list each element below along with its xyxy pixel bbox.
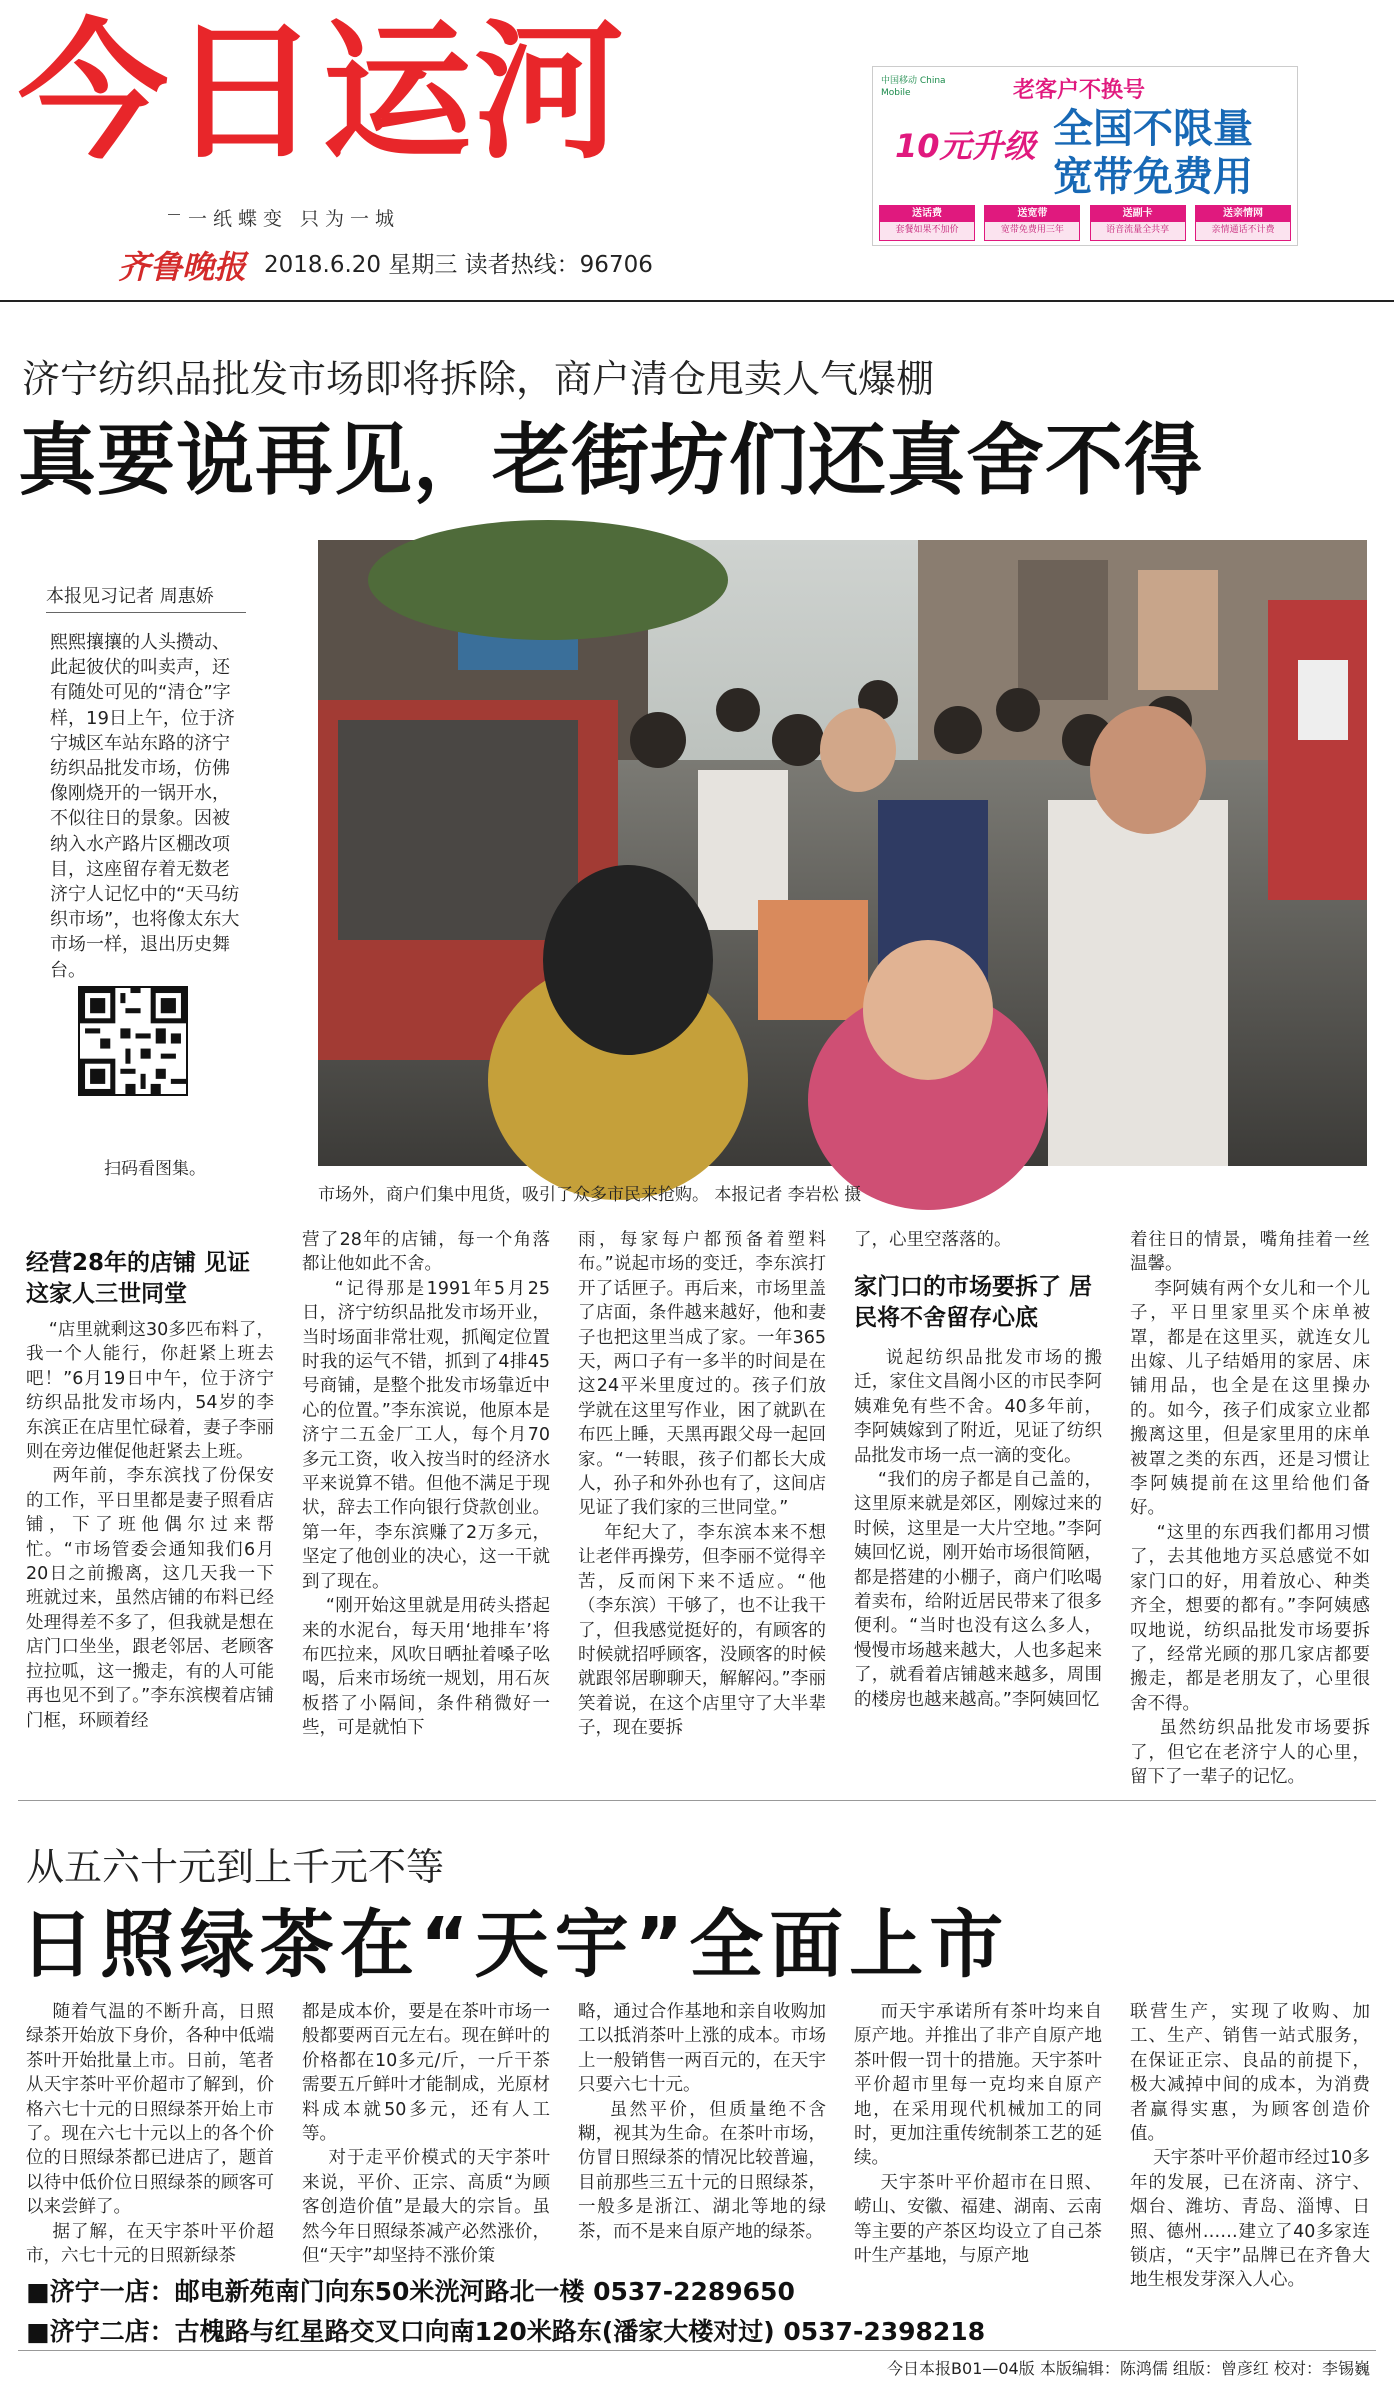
slogan-divider-left: [168, 214, 180, 215]
qr-code-icon: [80, 988, 186, 1094]
story1-col2-text: 营了28年的店铺，每一个角落都让他如此不舍。 “记得那是1991年5月25日，济宁纺织品批发市场开业，当时场面非常壮观，抓阄定位置时我的运气不错，抓到了4排45号商铺，是整个批发市场靠近中心的位置。”李东滨说，他原本是济宁二五金厂工人，每个月70多元工资，收入按当时的经济水平来说算不错。但他不满足于现状，辞去工作向银行贷款创业。第一年，李东滨赚了2万多元，坚定了他创业的决心，这一干就到了现在。 “刚开始这里就是用砖头搭起来的水泥台，每天用‘地排车’将布匹拉来，风吹日晒扯着嗓子吆喝，后来市场统一规划，用石灰板搭了小隔间，条件稍微好一些，可是就怕下: [302, 1230, 550, 1739]
story1-col4-text-top: 了，心里空落落的。: [854, 1230, 1012, 1250]
dateline: 2018.6.20 星期三 读者热线：96706: [264, 252, 653, 278]
story1-headline: 真要说再见，老街坊们还真舍不得: [18, 416, 1204, 506]
market-photo: [318, 540, 1367, 1166]
story1-col4-subhead: 家门口的市场要拆了 居民将不舍留存心底: [854, 1274, 1093, 1331]
story2-col5-text: 联营生产，实现了收购、加工、生产、销售一站式服务，在保证正宗、良品的前提下，极大减掉中间的成本，为消费者赢得实惠，为顾客创造价值。 天宇茶叶平价超市经过10多年的发展，已在济南、济宁、烟台、潍坊、青岛、淄博、日照、德州……建立了40多家连锁店，“天宇”品牌已在齐鲁大地生根发芽深入人心。: [1130, 2002, 1370, 2291]
story1-col3-text: 雨，每家每户都预备着塑料布。”说起市场的变迁，李东滨打开了话匣子。再后来，市场里盖了店面，条件越来越好，他和妻子也把这里当成了家。一年365天，两口子有一多半的时间是在这24平米里度过的。孩子们放学就在这里写作业，困了就趴在布匹上睡，天黑再跟父母一起回家。“一转眼，孩子们都长大成人，孙子和外孙也有了，这间店见证了我们家的三世同堂。” 年纪大了，李东滨本来不想让老伴再操劳，但李丽不觉得辛苦，反而闲下来不适应。“他（李东滨）干够了，也不让我干了，但我感觉挺好的，有顾客的时候就招呼顾客，没顾客的时候就跟邻居聊聊天，解解闷。”李丽笑着说，在这个店里守了大半辈子，现在要拆: [578, 1230, 826, 1739]
footer-rule: [18, 2350, 1376, 2351]
masthead-rule: [0, 300, 1394, 302]
ad-tags: [879, 205, 1291, 241]
qr-code[interactable]: [78, 986, 188, 1096]
story2-col1-text: 随着气温的不断升高，日照绿茶开始放下身价，各种中低端茶叶开始批量上市。日前，笔者从天宇茶叶平价超市了解到，价格六七十元的日照绿茶开始上市了。现在六七十元以上的各个价位的日照绿茶都已进店了，题首以待中低价位日照绿茶的顾客可以来尝鲜了。 据了解，在天宇茶叶平价超市，六七十元的日照新绿茶: [26, 2002, 274, 2267]
ad-banner[interactable]: [872, 66, 1298, 246]
story1-lead: 熙熙攘攘的人头攒动、此起彼伏的叫卖声，还有随处可见的“清仓”字样，19日上午，位于济宁城区车站东路的济宁纺织品批发市场，仿佛像刚烧开的一锅开水，不似往日的景象。因被纳入水产路片区棚改项目，这座留存着无数老济宁人记忆中的“天马纺织市场”，也将像太东大市场一样，退出历史舞台。: [50, 632, 240, 981]
story2-headline: 日照绿茶在“天宇”全面上市: [20, 1902, 1010, 1988]
ad-line2: 全国不限量: [1053, 106, 1253, 152]
story2-col3-text: 略，通过合作基地和亲自收购加工以抵消茶叶上涨的成本。市场上一般销售一两百元的，在天宇只要六七十元。 虽然平价，但质量绝不含糊，视其为生命。在茶叶市场，仿冒日照绿茶的情况比较普遍，目前那些三五十元的日照绿茶，一般多是浙江、湖北等地的绿茶，而不是来自原产地的绿茶。: [578, 2002, 826, 2242]
ad-tag: 送宽带 宽带免费用三年: [984, 205, 1080, 241]
story2-kicker: 从五六十元到上千元不等: [26, 1845, 445, 1889]
photo-caption: 市场外，商户们集中甩货，吸引了众多市民来抢购。 本报记者 李岩松 摄: [318, 1185, 862, 1205]
page-footer: 今日本报B01—04版 本版编辑：陈鸿儒 组版：曾彦红 校对：李锡巍: [887, 2359, 1370, 2378]
ad-line1: 老客户不换号: [1013, 78, 1146, 103]
masthead-slogan: 一纸蝶变 只为一城: [188, 208, 401, 230]
section-divider: [18, 1800, 1376, 1801]
qr-caption: 扫码看图集。: [104, 1159, 206, 1179]
paper-name: 齐鲁晚报: [118, 248, 247, 286]
ad-tag: 送话费 套餐如果不加价: [879, 205, 975, 241]
story1-col4-text: 说起纺织品批发市场的搬迁，家住文昌阁小区的市民李阿姨难免有些不舍。40多年前，李阿姨嫁到了附近，见证了纺织品批发市场一点一滴的变化。 “我们的房子都是自己盖的，这里原来就是郊区，刚嫁过来的时候，这里是一大片空地。”李阿姨回忆说，刚开始市场很简陋，都是搭建的小棚子，商户们吆喝着卖布，给附近居民带来了很多便利。“当时也没有这么多人，慢慢市场越来越大，人也多起来了，就看着店铺越来越多，周围的楼房也越来越高。”李阿姨回忆: [854, 1348, 1102, 1710]
ad-line3: 宽带免费用: [1053, 154, 1253, 200]
story2-col2-text: 都是成本价，要是在茶叶市场一般都要两百元左右。现在鲜叶的价格都在10多元/斤，一斤干茶需要五斤鲜叶才能制成，光原材料成本就50多元，还有人工等。 对于走平价模式的天宇茶叶来说，平价、正宗、高质“为顾客创造价值”是最大的宗旨。虽然今年日照绿茶减产必然涨价，但“天宇”却坚持不涨价策: [302, 2002, 550, 2267]
ad-tag: 送副卡 语音流量全共享: [1090, 205, 1186, 241]
ad-upgrade-badge: 10元升级: [895, 127, 1036, 165]
story1-col5-text: 着往日的情景，嘴角挂着一丝温馨。 李阿姨有两个女儿和一个儿子，平日里家里买个床单被罩，都是在这里买，就连女儿出嫁、儿子结婚用的家居、床铺用品，也全是在这里操办的。如今，孩子们成家立业都搬离这里，但是家里用的床单被罩之类的东西，还是习惯让李阿姨提前在这里给他们备好。 “这里的东西我们都用习惯了，去其他地方买总感觉不如家门口的好，用着放心、种类齐全，想要的都有。”李阿姨感叹地说，纺织品批发市场要拆了，经常光顾的那几家店都要搬走，都是老朋友了，心里很舍不得。 虽然纺织品批发市场要拆了，但它在老济宁人的心里，留下了一辈子的记忆。: [1130, 1230, 1370, 1787]
story1-col1-subhead: 经营28年的店铺 见证这家人三世同堂: [26, 1250, 251, 1307]
store-address-2: ■济宁二店：古槐路与红星路交叉口向南120米路东(潘家大楼对过) 0537-2398218: [26, 2317, 986, 2346]
story1-kicker: 济宁纺织品批发市场即将拆除，商户清仓甩卖人气爆棚: [22, 357, 935, 401]
crowd-photo-image: [318, 540, 1367, 1166]
story1-col1-text: “店里就剩这30多匹布料了，我一个人能行，你赶紧上班去吧！”6月19日中午，位于济宁纺织品批发市场内，54岁的李东滨正在店里忙碌着，妻子李丽则在旁边催促他赶紧去上班。 两年前，李东滨找了份保安的工作，平日里都是妻子照看店铺，下了班他偶尔过来帮忙。“市场管委会通知我们6月20日之前搬离，这几天我一下班就过来，虽然店铺的布料已经处理得差不多了，但我就是想在店门口坐坐，跟老邻居、老顾客拉拉呱，这一搬走，有的人可能再也见不到了。”李东滨楔着店铺门框，环顾着经: [26, 1320, 274, 1731]
masthead-title: 今日运河: [18, 6, 627, 180]
ad-tag: 送亲情网 亲情通话不计费: [1195, 205, 1291, 241]
story2-col4-text: 而天宇承诺所有茶叶均来自原产地。并推出了非产自原产地茶叶假一罚十的措施。天宇茶叶平价超市里每一克均来自原产地，在采用现代机械加工的同时，更加注重传统制茶工艺的延续。 天宇茶叶平价超市在日照、崂山、安徽、福建、湖南、云南等主要的产茶区均设立了自己茶叶生产基地，与原产地: [854, 2002, 1102, 2267]
byline-rule: [46, 612, 246, 613]
store-address-1: ■济宁一店：邮电新苑南门向东50米洸河路北一楼 0537-2289650: [26, 2277, 795, 2306]
story1-byline: 本报见习记者 周惠娇: [46, 586, 214, 607]
china-mobile-logo: 中国移动 China Mobile: [881, 76, 946, 98]
